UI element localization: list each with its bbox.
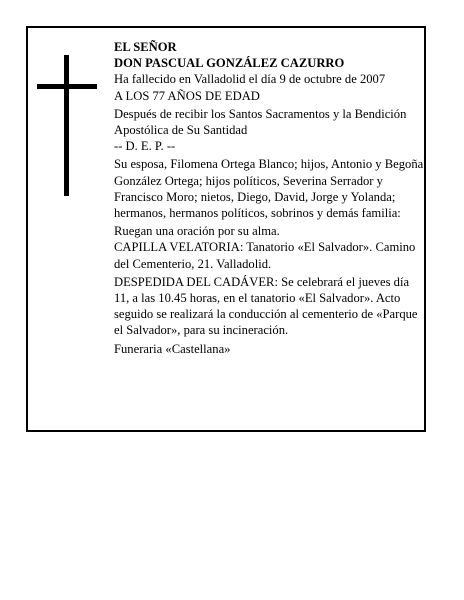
cross-vertical-bar	[64, 55, 69, 196]
cross-horizontal-bar	[37, 84, 97, 89]
death-statement: Ha fallecido en Valladolid el día 9 de octubre de 2007	[114, 72, 386, 87]
dep-line: -- D. E. P. --	[114, 139, 176, 154]
funeral-home-line: Funeraria «Castellana»	[114, 341, 231, 356]
prayer-line: Ruegan una oración por su alma.	[114, 224, 280, 239]
sacraments-statement: Después de recibir los Santos Sacramentos y la Bendición Apostólica de Su Santidad	[114, 106, 407, 138]
notice-title-line1: EL SEÑOR	[114, 40, 177, 54]
chapel-paragraph: CAPILLA VELATORIA: Tanatorio «El Salvador». Camino del Cementerio, 21. Valladolid.	[114, 240, 416, 271]
family-paragraph: Su esposa, Filomena Ortega Blanco; hijos, Antonio y Begoña González Ortega; hijos políticos, Severina Serrador y Francisco Moro; nietos, Diego, David, Jorge y Yolanda; hermanos, hermanos políticos, sobrinos y demás familia:	[114, 157, 424, 221]
farewell-paragraph: DESPEDIDA DEL CADÁVER: Se celebrará el jueves día 11, a las 10.45 horas, en el tanatorio «El Salvador». Acto seguido se realizará la conducción al cementerio de «Parque el Salvador», para su incineración.	[114, 274, 418, 338]
notice-title-name: DON PASCUAL GONZÁLEZ CAZURRO	[114, 56, 345, 71]
age-statement: A LOS 77 AÑOS DE EDAD	[114, 88, 260, 103]
obituary-text	[114, 39, 424, 357]
